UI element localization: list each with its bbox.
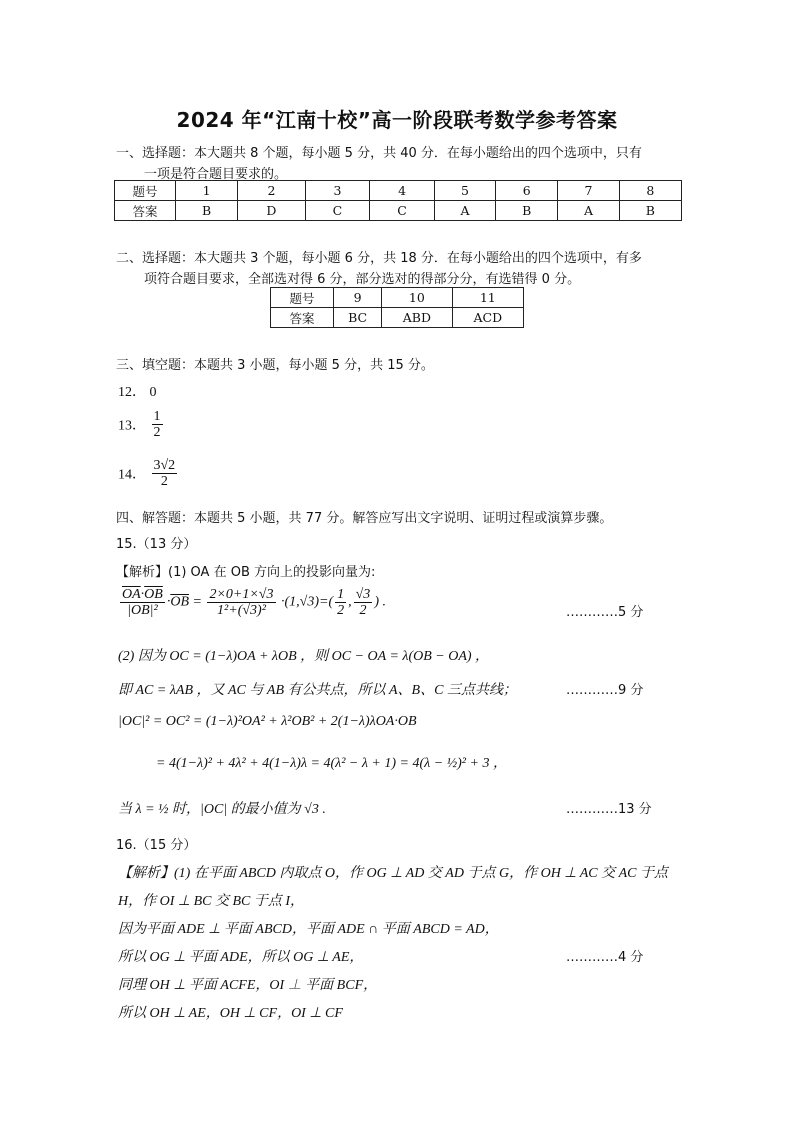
- q15-score-5: …………5 分: [566, 605, 644, 620]
- table-cell: 8: [619, 181, 681, 201]
- q15-score-9: …………9 分: [566, 683, 644, 698]
- table-cell: 6: [496, 181, 558, 201]
- q12-answer: 0: [149, 385, 157, 400]
- q12-answer-line: [118, 381, 157, 401]
- q15-score-13: …………13 分: [566, 802, 652, 817]
- table-cell: 11: [452, 288, 523, 308]
- q15-line7: 当 λ = ½ 时，|OC| 的最小值为 √3 .: [118, 802, 326, 817]
- q13-numerator: 1: [153, 409, 161, 424]
- table-cell: ABD: [382, 308, 452, 328]
- q16-heading: 16.（15 分）: [116, 838, 197, 853]
- table-cell: 9: [334, 288, 382, 308]
- table-cell: BC: [334, 308, 382, 328]
- section4-heading: 四、解答题：本题共 5 小题，共 77 分。解答应写出文字说明、证明过程或演算步骤。: [116, 511, 613, 526]
- table-cell: C: [370, 201, 435, 221]
- section2-line2: 项符合题目要求，全部选对得 6 分，部分选对的得部分分，有选错得 0 分。: [144, 272, 581, 287]
- q14-denominator: 2: [160, 474, 168, 489]
- q15-line1: 【解析】(1) OA 在 OB 方向上的投影向量为:: [116, 565, 376, 580]
- table-cell: B: [176, 201, 238, 221]
- table-cell: A: [434, 201, 495, 221]
- q15-line5: |OC|² = OC² = (1−λ)²OA² + λ²OB² + 2(1−λ)λOA·OB: [118, 714, 417, 729]
- q14-answer-line: [118, 458, 179, 489]
- section1-line2: 一项是符合题目要求的。: [144, 167, 288, 182]
- q16-line1: 【解析】(1) 在平面 ABCD 内取点 O，作 OG ⊥ AD 交 AD 于点 G，作 OH ⊥ AC 交 AC 于点: [118, 866, 669, 881]
- q13-answer-line: [118, 409, 165, 440]
- q15-line6: = 4(1−λ)² + 4λ² + 4(1−λ)λ = 4(λ² − λ + 1) = 4(λ − ½)² + 3 ，: [156, 756, 507, 771]
- table-cell: D: [238, 201, 305, 221]
- table-row: [115, 181, 682, 201]
- table-cell: 7: [558, 181, 619, 201]
- table-cell: 10: [382, 288, 452, 308]
- q16-score-4: …………4 分: [566, 950, 644, 965]
- table-row: [271, 288, 524, 308]
- q15-heading: 15.（13 分）: [116, 537, 197, 552]
- table-cell: C: [305, 201, 370, 221]
- table-cell: 1: [176, 181, 238, 201]
- q13-label: 13．: [118, 418, 146, 434]
- table-cell: 5: [434, 181, 495, 201]
- q16-line4: 所以 OG ⊥ 平面 ADE，所以 OG ⊥ AE，: [118, 950, 364, 965]
- table-row: [271, 308, 524, 328]
- table-cell: B: [496, 201, 558, 221]
- q16-line6: 所以 OH ⊥ AE，OH ⊥ CF，OI ⊥ CF: [118, 1006, 343, 1021]
- answer-table-2: [270, 287, 524, 328]
- q16-line2: H，作 OI ⊥ BC 交 BC 于点 I，: [118, 894, 305, 909]
- section3-heading: 三、填空题：本题共 3 小题，每小题 5 分，共 15 分。: [116, 358, 434, 373]
- section1-line1: 一、选择题：本大题共 8 个题，每小题 5 分，共 40 分．在每小题给出的四个选项中，只有: [116, 146, 642, 161]
- table-cell: 3: [305, 181, 370, 201]
- table-cell: B: [619, 201, 681, 221]
- q13-fraction: [152, 409, 163, 440]
- q14-label: 14．: [118, 467, 146, 483]
- table-header-label: 题号: [115, 181, 176, 201]
- answer-table-1: [114, 180, 682, 221]
- q15-line3: (2) 因为 OC = (1−λ)OA + λOB ，则 OC − OA = λ(OB − OA) ，: [118, 649, 490, 664]
- table-cell: A: [558, 201, 619, 221]
- table-cell: 2: [238, 181, 305, 201]
- table-answer-label: 答案: [271, 308, 334, 328]
- q12-label: 12．: [118, 385, 146, 400]
- q16-line5: 同理 OH ⊥ 平面 ACFE，OI ⊥ 平面 BCF，: [118, 978, 378, 993]
- q15-projection-formula: $\frac{\overline{OA}\cdot\overline{OB}}{|\overline{OB}|^2}$ $\cdot\overline{OB}$ = $\frac{2\times 0+1\times√3}{\text{1²+(√3)²}}$ ·(1,√3)=( $\frac{1}{2}$ , $\frac{√3}{2}$ ) .: [122, 587, 386, 618]
- q14-numerator: 3√2: [153, 458, 176, 473]
- q16-line3: 因为平面 ADE ⊥ 平面 ABCD，平面 ADE ∩ 平面 ABCD = AD，: [118, 922, 499, 937]
- section2-line1: 二、选择题：本大题共 3 个题，每小题 6 分，共 18 分．在每小题给出的四个选项中，有多: [116, 251, 642, 266]
- q14-fraction: [152, 458, 178, 489]
- table-cell: ACD: [452, 308, 523, 328]
- q15-line4: 即 AC = λAB ，又 AC 与 AB 有公共点，所以 A、B、C 三点共线；: [118, 683, 517, 698]
- table-header-label: 题号: [271, 288, 334, 308]
- q13-denominator: 2: [153, 425, 161, 440]
- table-cell: 4: [370, 181, 435, 201]
- page-title: 2024 年“江南十校”高一阶段联考数学参考答案: [176, 108, 618, 132]
- table-answer-label: 答案: [115, 201, 176, 221]
- table-row: [115, 201, 682, 221]
